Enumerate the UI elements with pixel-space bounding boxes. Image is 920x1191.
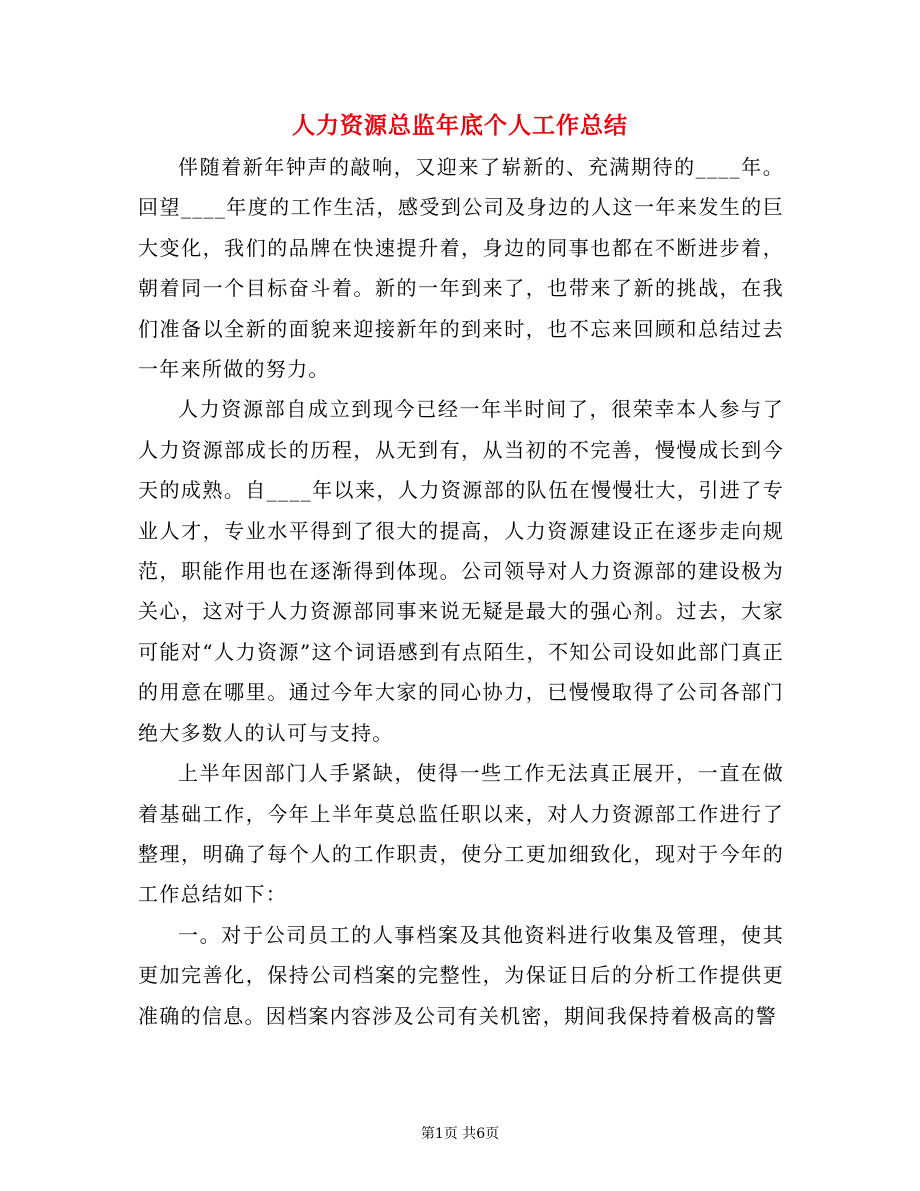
- page-number-footer: 第1页 共6页: [420, 1126, 500, 1142]
- document-title: 人力资源总监年底个人工作总结: [292, 112, 628, 139]
- paragraph-1: 伴随着新年钟声的敲响，又迎来了崭新的、充满期待的____年。回望____年度的工作生活，感受到公司及身边的人这一年来发生的巨大变化，我们的品牌在快速提升着，身边的同事也都在不断进步着，朝着同一个目标奋斗着。新的一年到来了，也带来了新的挑战，在我们准备以全新的面貌来迎接新年的到来时，也不忘来回顾和总结过去一年来所做的努力。: [138, 155, 784, 382]
- paragraph-2: 人力资源部自成立到现今已经一年半时间了，很荣幸本人参与了人力资源部成长的历程，从无到有，从当初的不完善，慢慢成长到今天的成熟。自____年以来，人力资源部的队伍在慢慢壮大，引进了专业人才，专业水平得到了很大的提高，人力资源建设正在逐步走向规范，职能作用也在逐渐得到体现。公司领导对人力资源部的建设极为关心，这对于人力资源部同事来说无疑是最大的强心剂。过去，大家可能对“人力资源”这个词语感到有点陌生，不知公司设如此部门真正的用意在哪里。通过今年大家的同心协力，已慢慢取得了公司各部门绝大多数人的认可与支持。: [138, 397, 784, 745]
- paragraph-4: 一。对于公司员工的人事档案及其他资料进行收集及管理，使其更加完善化，保持公司档案的完整性，为保证日后的分析工作提供更准确的信息。因档案内容涉及公司有关机密，期间我保持着极高的警: [138, 922, 784, 1028]
- document-body: [138, 147, 784, 1036]
- paragraph-3: 上半年因部门人手紧缺，使得一些工作无法真正展开，一直在做着基础工作，今年上半年莫总监任职以来，对人力资源部工作进行了整理，明确了每个人的工作职责，使分工更加细致化，现对于今年的工作总结如下：: [138, 761, 784, 907]
